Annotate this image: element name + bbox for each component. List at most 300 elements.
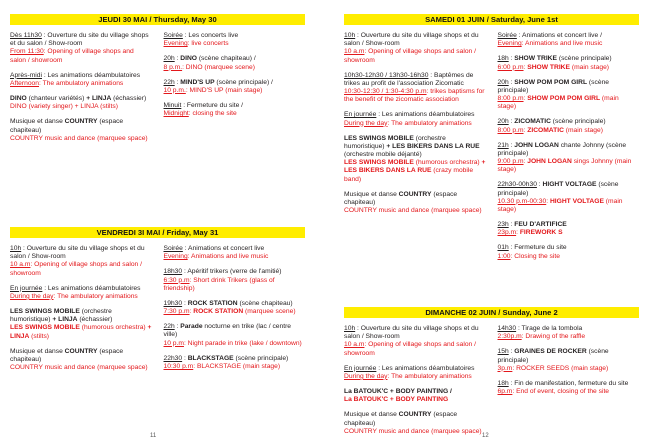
entry-french <box>344 411 486 427</box>
schedule-entry <box>164 55 306 71</box>
entry-french <box>164 323 306 339</box>
entry-text-segment: LES SWINGS MOBILE <box>344 134 414 142</box>
entry-text-segment: : <box>508 118 515 126</box>
entry-text-segment: : <box>536 181 543 189</box>
entry-english <box>344 159 486 184</box>
day-header: JEUDI 30 MAI / Thursday, May 30 <box>10 14 305 25</box>
entry-text-segment: 22h <box>163 78 175 86</box>
entry-french <box>498 244 640 252</box>
entry-french <box>498 325 640 333</box>
entry-text-segment: DINO <box>10 95 27 103</box>
entry-english <box>344 88 486 104</box>
entry-english <box>498 158 640 174</box>
entry-text-segment: 6:30 p.m <box>163 276 190 284</box>
entry-text-segment: (scène chapiteau) <box>237 299 293 307</box>
entry-text-segment: : <box>516 229 520 237</box>
entry-text-segment: 10 a.m <box>10 261 31 269</box>
entry-text-segment: : BLACKSTAGE (main stage) <box>193 362 281 370</box>
entry-text-segment: 21h <box>497 141 509 149</box>
entry-text-segment: 9:00 p.m <box>497 158 524 166</box>
entry-text-segment: During the day <box>344 119 388 127</box>
entry-text-segment: : Les animations déambulatoires <box>42 284 141 292</box>
entry-text-segment: SHOW POM POM GIRL <box>527 95 601 103</box>
entry-text-segment: (espace chapiteau) <box>344 411 458 427</box>
entry-text-segment: (scène principale) <box>233 354 289 362</box>
entry-french <box>344 32 486 48</box>
entry-french <box>344 365 486 373</box>
entry-text-segment: (scène principale) / <box>214 78 273 86</box>
entry-text-segment: (marquee scene) <box>243 308 296 316</box>
entry-text-segment: : Les animations déambulatoires <box>376 111 475 119</box>
entry-text-segment: JOHN LOGAN <box>527 158 572 166</box>
entry-english <box>10 261 152 277</box>
entry-text-segment: (stilts) <box>29 332 50 340</box>
entry-french <box>10 348 152 364</box>
entry-text-segment: 10h <box>344 325 356 332</box>
entry-text-segment: 15h <box>497 348 509 356</box>
entry-text-segment: SHOW TRIKE <box>527 63 570 71</box>
entry-text-segment: : Les concerts live <box>182 32 239 39</box>
entry-text-segment: Soirée <box>163 245 183 252</box>
entry-text-segment: (main stage) <box>497 95 619 111</box>
entry-french <box>164 245 306 253</box>
entry-text-segment: + LINJA <box>52 316 78 324</box>
entry-text-segment: 2:30p.m <box>497 333 522 341</box>
entry-text-segment: 6p.m <box>497 388 513 396</box>
entry-text-segment: 18h <box>497 379 509 387</box>
entry-text-segment: DINO (variety singer) + LINJA (stilts) <box>10 103 118 111</box>
entry-text-segment: HIGHT VOLTAGE <box>549 197 604 205</box>
entry-french <box>344 325 486 341</box>
entry-text-segment: 10 p.m. <box>163 86 186 94</box>
entry-text-segment: Parade <box>180 323 203 331</box>
schedule-entry <box>498 348 640 373</box>
entry-french <box>10 32 152 48</box>
entry-french <box>498 348 640 364</box>
schedule-entry <box>164 245 306 261</box>
entry-text-segment: (main stage) <box>563 126 603 134</box>
entry-french <box>164 32 306 40</box>
entry-text-segment: Musique et danse <box>10 347 65 355</box>
entry-text-segment: : <box>189 308 194 316</box>
entry-text-segment: : DINO (marquee scene) <box>182 63 255 71</box>
entry-english <box>164 363 306 371</box>
entry-text-segment: 10.30 p.m-00:30 <box>497 197 547 205</box>
entry-french <box>164 79 306 87</box>
entry-text-segment: Après-midi <box>10 71 42 79</box>
entry-text-segment: ZICOMATIC <box>527 126 564 134</box>
entry-text-segment: (scène principale) <box>497 181 619 197</box>
entry-text-segment: Soirée <box>163 32 183 39</box>
entry-text-segment: La BATOUK'C + BODY PAINTING <box>344 396 449 404</box>
schedule-columns <box>344 32 639 268</box>
entry-text-segment: Evening <box>497 40 522 48</box>
entry-text-segment: : <box>546 197 550 205</box>
schedule-entry <box>498 142 640 175</box>
entry-text-segment: 10:30 p.m <box>163 362 194 370</box>
entry-text-segment: : <box>523 158 528 166</box>
entry-english <box>498 253 640 261</box>
entry-french <box>164 55 306 63</box>
entry-text-segment: COUNTRY <box>64 347 98 355</box>
entry-text-segment: : Fin de manifestation, fermeture du site <box>508 379 629 387</box>
entry-text-segment: Musique et danse <box>344 411 399 419</box>
entry-english <box>498 388 640 396</box>
entry-text-segment: LES SWINGS MOBILE <box>10 324 80 332</box>
entry-text-segment: LES SWINGS MOBILE <box>10 308 80 316</box>
entry-text-segment: : Fermeture du site / <box>181 102 244 110</box>
entry-english <box>498 127 640 135</box>
entry-english <box>344 120 486 128</box>
page-number-right: 12 <box>482 432 489 439</box>
schedule-columns <box>10 245 305 379</box>
entry-text-segment: 8:00 p.m <box>497 95 524 103</box>
entry-english <box>164 40 306 48</box>
entry-english <box>498 40 640 48</box>
entry-text-segment: : <box>508 221 515 229</box>
schedule-entry <box>10 348 152 373</box>
schedule-columns <box>344 325 639 443</box>
entry-text-segment: 8:00 p.m <box>497 126 524 134</box>
entry-text-segment: : <box>182 299 188 307</box>
entry-english <box>10 364 152 372</box>
entry-text-segment: (espace chapiteau) <box>10 347 124 363</box>
entry-text-segment: (espace chapiteau) <box>10 118 124 134</box>
entry-english <box>344 48 486 64</box>
schedule-entry <box>344 325 486 358</box>
entry-english <box>10 48 152 64</box>
entry-text-segment: : <box>182 354 188 362</box>
entry-text-segment: 3p.m <box>497 364 513 372</box>
schedule-column <box>344 32 486 268</box>
entry-french <box>498 380 640 388</box>
entry-french <box>164 268 306 276</box>
entry-french <box>164 300 306 308</box>
entry-english <box>498 333 640 341</box>
entry-english <box>10 80 152 88</box>
entry-text-segment: ROCK STATION <box>193 308 244 316</box>
entry-english <box>10 135 152 143</box>
entry-text-segment: : live concerts <box>187 40 229 48</box>
entry-french <box>344 111 486 119</box>
entry-french <box>498 32 640 40</box>
entry-french <box>10 95 152 103</box>
entry-text-segment: 10:30-12:30 / 1:30-4:30 p.m <box>344 88 427 96</box>
entry-text-segment: 10h30-12h30 / 13h30-16h30 <box>344 71 429 79</box>
day-block-jeudi <box>10 14 305 150</box>
schedule-column <box>164 245 306 379</box>
entry-english <box>344 341 486 357</box>
entry-text-segment: : Animations and live music <box>187 253 269 261</box>
entry-text-segment: (scène principale) <box>550 118 606 126</box>
entry-text-segment: La BATOUK'C + BODY PAINTING / <box>344 388 452 396</box>
entry-text-segment: : <box>508 78 515 86</box>
entry-english <box>164 110 306 118</box>
entry-text-segment: : ROCKER SEEDS (main stage) <box>512 364 609 372</box>
entry-text-segment: 22h30-00h30 <box>497 181 537 189</box>
schedule-entry <box>164 32 306 48</box>
entry-text-segment: 6:00 p.m <box>497 63 524 71</box>
entry-text-segment: En journée <box>10 284 43 292</box>
entry-text-segment: 22h30 <box>163 354 183 362</box>
entry-text-segment: 10 a.m <box>344 341 365 349</box>
entry-text-segment: COUNTRY <box>64 118 98 126</box>
entry-french <box>344 388 486 396</box>
entry-english <box>10 293 152 301</box>
entry-text-segment: COUNTRY <box>398 190 432 198</box>
schedule-entry <box>344 135 486 184</box>
entry-text-segment: FEU D'ARTIFICE <box>514 221 567 229</box>
entry-text-segment: Dès 11h30 <box>10 32 42 39</box>
entry-text-segment: Musique et danse <box>10 118 65 126</box>
entry-text-segment: : Ouverture du site du village shops et du salon / Show-room <box>10 245 145 261</box>
schedule-entry <box>10 72 152 88</box>
schedule-entry <box>164 355 306 371</box>
entry-english <box>344 428 486 436</box>
entry-french <box>10 72 152 80</box>
schedule-entry <box>10 32 152 65</box>
entry-text-segment: SHOW TRIKE <box>514 55 557 63</box>
entry-text-segment: (espace chapiteau) <box>344 190 458 206</box>
entry-english <box>164 87 306 95</box>
entry-english <box>498 95 640 111</box>
entry-text-segment: 8 p.m. <box>163 63 183 71</box>
schedule-entry <box>10 118 152 143</box>
entry-text-segment: nocturne en trike (lac / centre ville) <box>163 323 292 339</box>
day-block-vendredi <box>10 227 305 379</box>
schedule-column <box>164 32 306 150</box>
entry-text-segment: : closing the site <box>188 110 237 118</box>
entry-text-segment: Midnight <box>163 110 189 118</box>
entry-text-segment: (humorous orchestra) <box>79 324 148 332</box>
entry-text-segment: 01h <box>497 244 509 252</box>
entry-text-segment: 19h30 <box>163 299 183 307</box>
entry-text-segment: LES SWINGS MOBILE <box>344 159 414 167</box>
entry-text-segment: En journée <box>344 111 377 119</box>
entry-text-segment: 10 a.m <box>344 48 365 56</box>
entry-text-segment: 18h <box>497 55 509 63</box>
entry-text-segment: MIND'S UP <box>180 78 215 86</box>
entry-text-segment: : Baptêmes de trikes au profit de l'association Zicomatic <box>344 71 474 87</box>
entry-english <box>498 365 640 373</box>
entry-text-segment: ROCK STATION <box>187 299 238 307</box>
entry-text-segment: (échassier) <box>77 316 113 324</box>
entry-french <box>10 308 152 324</box>
entry-french <box>498 181 640 197</box>
entry-french <box>164 355 306 363</box>
schedule-column <box>344 325 486 443</box>
entry-text-segment: 1:00 <box>497 252 511 260</box>
entry-text-segment: : End of event, closing of the site <box>512 388 610 396</box>
entry-french <box>10 285 152 293</box>
entry-french <box>10 245 152 261</box>
entry-text-segment: 10h <box>344 32 356 39</box>
entry-text-segment: During the day <box>344 372 388 380</box>
day-block-dimanche <box>344 307 639 443</box>
entry-english <box>344 373 486 381</box>
entry-text-segment: Minuit <box>163 102 182 110</box>
entry-text-segment: : The ambulatory animations <box>387 372 472 380</box>
schedule-entry <box>498 325 640 341</box>
schedule-column <box>498 32 640 268</box>
entry-text-segment: En journée <box>344 364 377 372</box>
entry-text-segment: : Animations et concert live / <box>516 32 602 39</box>
entry-text-segment: : Animations et concert live <box>182 245 265 252</box>
entry-text-segment: (scène principale) <box>556 55 612 63</box>
schedule-entry <box>10 285 152 301</box>
schedule-entry <box>498 181 640 214</box>
entry-text-segment: 20h <box>497 78 509 86</box>
entry-text-segment: sings Johnny (main stage) <box>497 158 632 174</box>
schedule-entry <box>498 221 640 237</box>
entry-text-segment: (orchestre humoristique) <box>10 308 112 324</box>
schedule-entry <box>164 102 306 118</box>
entry-text-segment: : The ambulatory animations <box>387 119 472 127</box>
entry-text-segment: 20h <box>497 118 509 126</box>
entry-french <box>498 79 640 95</box>
entry-text-segment: (main stage) <box>497 197 623 213</box>
entry-text-segment: : <box>523 63 528 71</box>
entry-french <box>164 102 306 110</box>
entry-english <box>498 229 640 237</box>
day-block-samedi <box>344 14 639 268</box>
entry-text-segment: : <box>508 141 515 149</box>
entry-english <box>498 64 640 72</box>
entry-text-segment: : Opening of village shops and salon / showroom <box>10 48 134 64</box>
schedule-entry <box>498 32 640 48</box>
schedule-entry <box>164 79 306 95</box>
entry-french <box>344 72 486 88</box>
entry-text-segment: : <box>174 323 181 331</box>
entry-text-segment: Evening <box>163 253 188 261</box>
entry-text-segment: : Ouverture du site du village shops et du salon / Show-room <box>344 32 479 48</box>
schedule-entry <box>10 95 152 111</box>
entry-french <box>344 191 486 207</box>
entry-text-segment: : Opening of village shops and salon / showroom <box>344 48 476 64</box>
schedule-columns <box>10 32 305 150</box>
schedule-entry <box>498 79 640 112</box>
entry-text-segment: : trikes baptisms for the benefit of the zicomatic association <box>344 88 485 104</box>
entry-text-segment: : Opening of village shops and salon / showroom <box>10 261 142 277</box>
schedule-column <box>498 325 640 443</box>
schedule-entry <box>344 191 486 216</box>
entry-text-segment: + LES BIKERS DANS LA RUE <box>386 142 480 150</box>
entry-text-segment: : Animations and live music <box>521 40 603 48</box>
entry-text-segment: COUNTRY music and dance (marquee space) <box>10 364 148 372</box>
schedule-entry <box>164 300 306 316</box>
schedule-entry <box>344 388 486 404</box>
entry-text-segment: (scène principale) <box>497 78 610 94</box>
day-header: SAMEDI 01 JUIN / Saturday, June 1st <box>344 14 639 25</box>
entry-english <box>10 103 152 111</box>
entry-text-segment: : Ouverture du site du village shops et du salon / Show-room <box>344 325 479 341</box>
entry-english <box>164 64 306 72</box>
entry-french <box>498 221 640 229</box>
entry-english <box>164 340 306 348</box>
entry-text-segment: : Night parade in trike (lake / downtown) <box>183 339 302 347</box>
entry-text-segment: 22h <box>163 323 175 331</box>
entry-text-segment: 23h <box>497 221 509 229</box>
schedule-column <box>10 245 152 379</box>
schedule-entry <box>344 72 486 105</box>
entry-french <box>498 55 640 63</box>
entry-english <box>344 396 486 404</box>
entry-text-segment: + LINJA <box>10 324 152 340</box>
entry-text-segment: 10 p.m <box>163 339 184 347</box>
entry-text-segment: (crazy mobile band) <box>344 167 474 183</box>
entry-text-segment: ZICOMATIC <box>514 118 551 126</box>
entry-text-segment: Soirée <box>497 32 517 39</box>
entry-text-segment: From 11:30 <box>10 48 44 56</box>
entry-text-segment: : <box>523 95 528 103</box>
entry-english <box>164 253 306 261</box>
entry-text-segment: (main stage) <box>569 63 610 71</box>
entry-text-segment: : MIND'S UP (main stage) <box>185 86 263 94</box>
entry-french <box>498 118 640 126</box>
entry-english <box>164 277 306 293</box>
schedule-entry <box>498 55 640 71</box>
entry-text-segment: JOHN LOGAN <box>514 141 559 149</box>
entry-text-segment: : Closing the site <box>510 252 560 260</box>
entry-text-segment: : The ambulatory animations <box>39 79 124 87</box>
entry-text-segment: : Les animations déambulatoires <box>41 71 141 79</box>
entry-text-segment: (chanteur variétés) <box>26 95 87 103</box>
schedule-entry <box>164 323 306 348</box>
entry-text-segment: 23p.m <box>497 229 517 237</box>
entry-text-segment: 7:30 p.m <box>163 308 190 316</box>
entry-text-segment: (scène chapiteau) / <box>196 55 256 63</box>
entry-english <box>344 207 486 215</box>
entry-text-segment: : Ouverture du site du village shops et du salon / Show-room <box>10 32 149 48</box>
entry-text-segment: SHOW POM POM GIRL <box>514 78 588 86</box>
entry-text-segment: : <box>174 55 181 63</box>
entry-text-segment: (scène principale) <box>497 348 609 364</box>
entry-text-segment: (échassier) <box>111 95 147 103</box>
entry-english <box>498 198 640 214</box>
entry-text-segment: COUNTRY music and dance (marquee space) <box>344 207 482 215</box>
entry-text-segment: 10h <box>10 245 22 252</box>
entry-text-segment: HIGHT VOLTAGE <box>542 181 597 189</box>
entry-text-segment: (orchestre mobile déjanté) <box>344 151 422 159</box>
entry-text-segment: COUNTRY <box>398 411 432 419</box>
schedule-entry <box>344 32 486 65</box>
entry-text-segment: Afternoon <box>10 79 39 87</box>
schedule-entry <box>10 245 152 278</box>
day-header: DIMANCHE 02 JUIN / Sunday, June 2 <box>344 307 639 318</box>
entry-text-segment: : <box>523 126 528 134</box>
entry-english <box>10 324 152 340</box>
entry-text-segment: FIREWORK S <box>519 229 563 237</box>
entry-text-segment: : Short drink Trikers (glass of friendship) <box>163 276 275 292</box>
entry-text-segment: : <box>508 348 515 356</box>
page-number-left: 11 <box>150 432 157 439</box>
entry-text-segment: + LINJA <box>86 95 112 103</box>
day-header: VENDREDI 3I MAI / Friday, May 31 <box>10 227 305 238</box>
entry-text-segment: Musique et danse <box>344 190 399 198</box>
entry-text-segment: : The ambulatory animations <box>53 292 138 300</box>
entry-text-segment: (humorous orchestra) <box>413 159 482 167</box>
schedule-entry <box>344 411 486 436</box>
entry-text-segment: chante Johnny (scène principale) <box>497 141 627 157</box>
schedule-entry <box>344 111 486 127</box>
entry-text-segment: : <box>508 55 515 63</box>
entry-text-segment: DINO <box>180 55 197 63</box>
entry-text-segment: COUNTRY music and dance (marquee space) <box>10 134 148 142</box>
entry-text-segment: COUNTRY music and dance (marquee space) <box>344 427 482 435</box>
entry-text-segment: Evening <box>163 40 188 48</box>
entry-text-segment: : Apéritif trikers (verre de l'amitié) <box>182 268 282 276</box>
entry-text-segment: 18h30 <box>163 268 183 276</box>
